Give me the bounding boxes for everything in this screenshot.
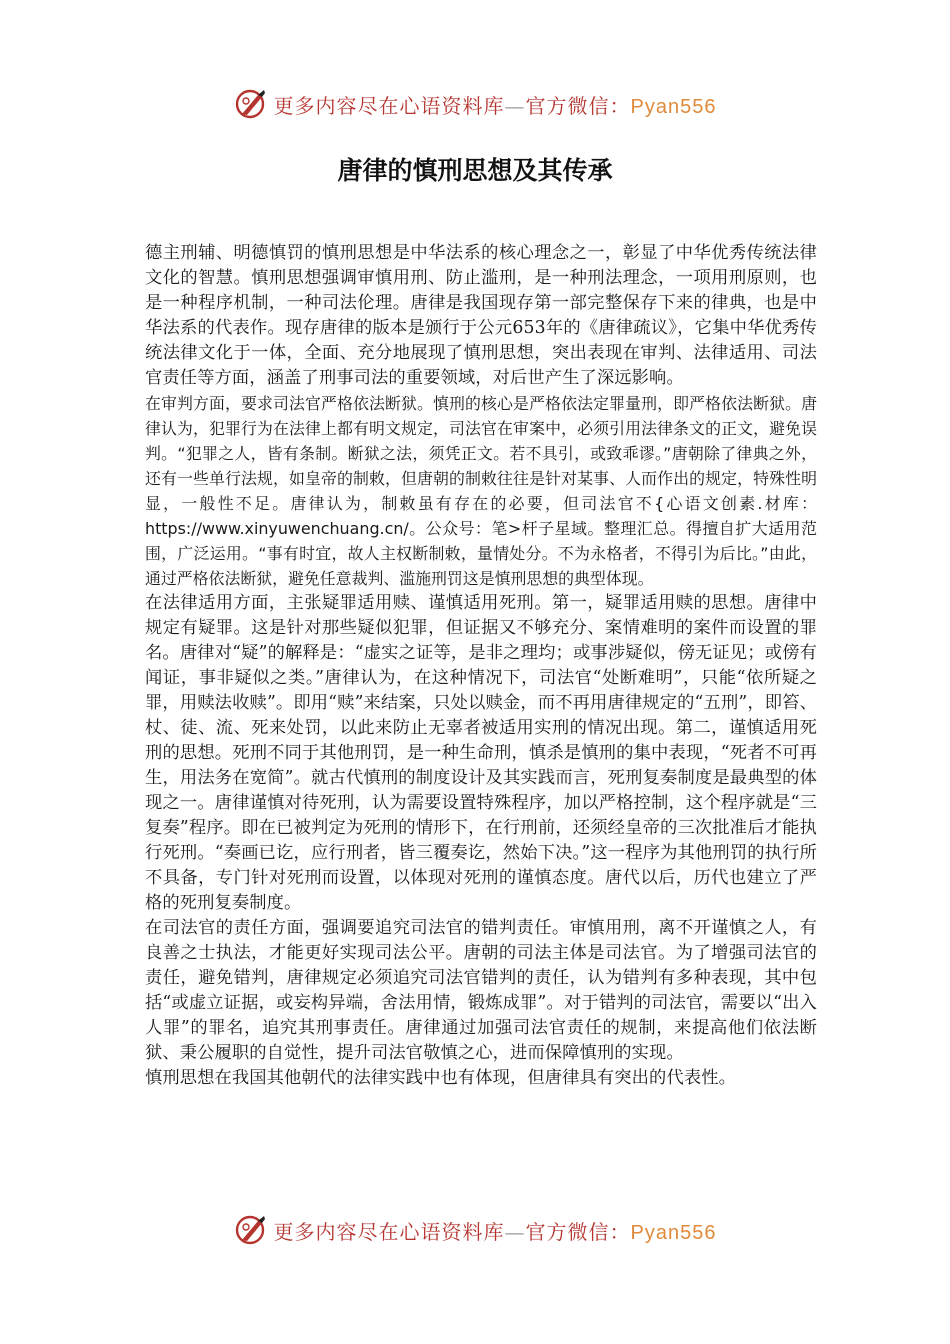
footer-banner (0, 1210, 950, 1250)
pen-logo-icon (234, 1213, 268, 1247)
banner-text (274, 90, 717, 119)
pen-logo-icon (234, 87, 268, 121)
paragraph-intro: 德主刑辅、明德慎罚的慎刑思想是中华法系的核心理念之一，彰显了中华优秀传统法律文化的智慧。慎刑思想强调审慎用刑、防止滥刑，是一种刑法理念，一项用刑原则，也是一种程序机制，一种司法伦理。唐律是我国现存第一部完整保存下来的律典，也是中华法系的代表作。现存唐律的版本是颁行于公元653年的《唐律疏议》，它集中华优秀传统法律文化于一体，全面、充分地展现了慎刑思想，突出表现在审判、法律适用、司法官责任等方面，涵盖了刑事司法的重要领域，对后世产生了深远影响。 (145, 243, 817, 388)
paragraph-conclusion: 慎刑思想在我国其他朝代的法律实践中也有体现，但唐律具有突出的代表性。 (145, 1068, 736, 1088)
banner-label: 更多内容尽在心语资料库 (273, 93, 505, 118)
banner-dash: — (504, 93, 526, 118)
banner-text (274, 1216, 717, 1245)
banner-suffix: 官方微信： (525, 93, 631, 118)
banner-handle: Pyan556 (630, 1221, 717, 1244)
banner-label: 更多内容尽在心语资料库 (273, 1219, 505, 1244)
banner-handle: Pyan556 (630, 95, 717, 118)
page-title: 唐律的慎刑思想及其传承 (337, 156, 613, 185)
paragraph-judicial-responsibility: 在司法官的责任方面，强调要追究司法官的错判责任。审慎用刑，离不开谨慎之人，有良善之士执法，才能更好实现司法公平。唐朝的司法主体是司法官。为了增强司法官的责任，避免错判，唐律规定必须追究司法官错判的责任，认为错判有多种表现，其中包括“或虚立证据，或妄构异端，舍法用情，锻炼成罪”。对于错判的司法官，需要以“出入人罪”的罪名，追究其刑事责任。唐律通过加强司法官责任的规制，来提高他们依法断狱、秉公履职的自觉性，提升司法官敬慎之心，进而保障慎刑的实现。 (145, 918, 817, 1063)
paragraph-law-application: 在法律适用方面，主张疑罪适用赎、谨慎适用死刑。第一，疑罪适用赎的思想。唐律中规定有疑罪。这是针对那些疑似犯罪，但证据又不够充分、案情难明的案件而设置的罪名。唐律对“疑”的解释是：“虚实之证等，是非之理均；或事涉疑似，傍无证见；或傍有闻证，事非疑似之类。”唐律认为，在这种情况下，司法官“处断难明”，只能“依所疑之罪，用赎法收赎”。即用“赎”来结案，只处以赎金，而不再用唐律规定的“五刑”，即笞、杖、徒、流、死来处罚，以此来防止无辜者被适用实刑的情况出现。第二，谨慎适用死刑的思想。死刑不同于其他刑罚，是一种生命刑，慎杀是慎刑的集中表现，“死者不可再生，用法务在宽简”。就古代慎刑的制度设计及其实践而言，死刑复奏制度是最典型的体现之一。唐律谨慎对待死刑，认为需要设置特殊程序，加以严格控制，这个程序就是“三复奏”程序。即在已被判定为死刑的情形下，在行刑前，还须经皇帝的三次批准后才能执行死刑。“奏画已讫，应行刑者，皆三覆奏讫，然始下决。”这一程序为其他刑罚的执行所不具备，专门针对死刑而设置，以体现对死刑的谨慎态度。唐代以后，历代也建立了严格的死刑复奏制度。 (145, 593, 817, 913)
paragraph-trial: 在审判方面，要求司法官严格依法断狱。慎刑的核心是严格依法定罪量刑，即严格依法断狱。唐律认为，犯罪行为在法律上都有明文规定，司法官在审案中，必须引用法律条文的正文，避免误判。“犯罪之人，皆有条制。断狱之法，须凭正文。若不具引，或致乖谬。”唐朝除了律典之外，还有一些单行法规，如皇帝的制敕，但唐朝的制敕往往是针对某事、人而作出的规定，特殊性明显，一般性不足。唐律认为，制敕虽有存在的必要，但司法官不{心语文创素.材库：https://www.xinyuwenchuang.cn/。公众号：笔>杆子星域。整理汇总。得擅自扩大适用范围，广泛运用。“事有时宜，故人主权断制敕，量情处分。不为永格者，不得引为后比。”由此，通过严格依法断狱，避免任意裁判、滥施刑罚这是慎刑思想的典型体现。 (145, 394, 817, 588)
banner-suffix: 官方微信： (525, 1219, 631, 1244)
document-body (145, 241, 817, 1091)
header-banner (0, 84, 950, 124)
banner-dash: — (504, 1219, 526, 1244)
